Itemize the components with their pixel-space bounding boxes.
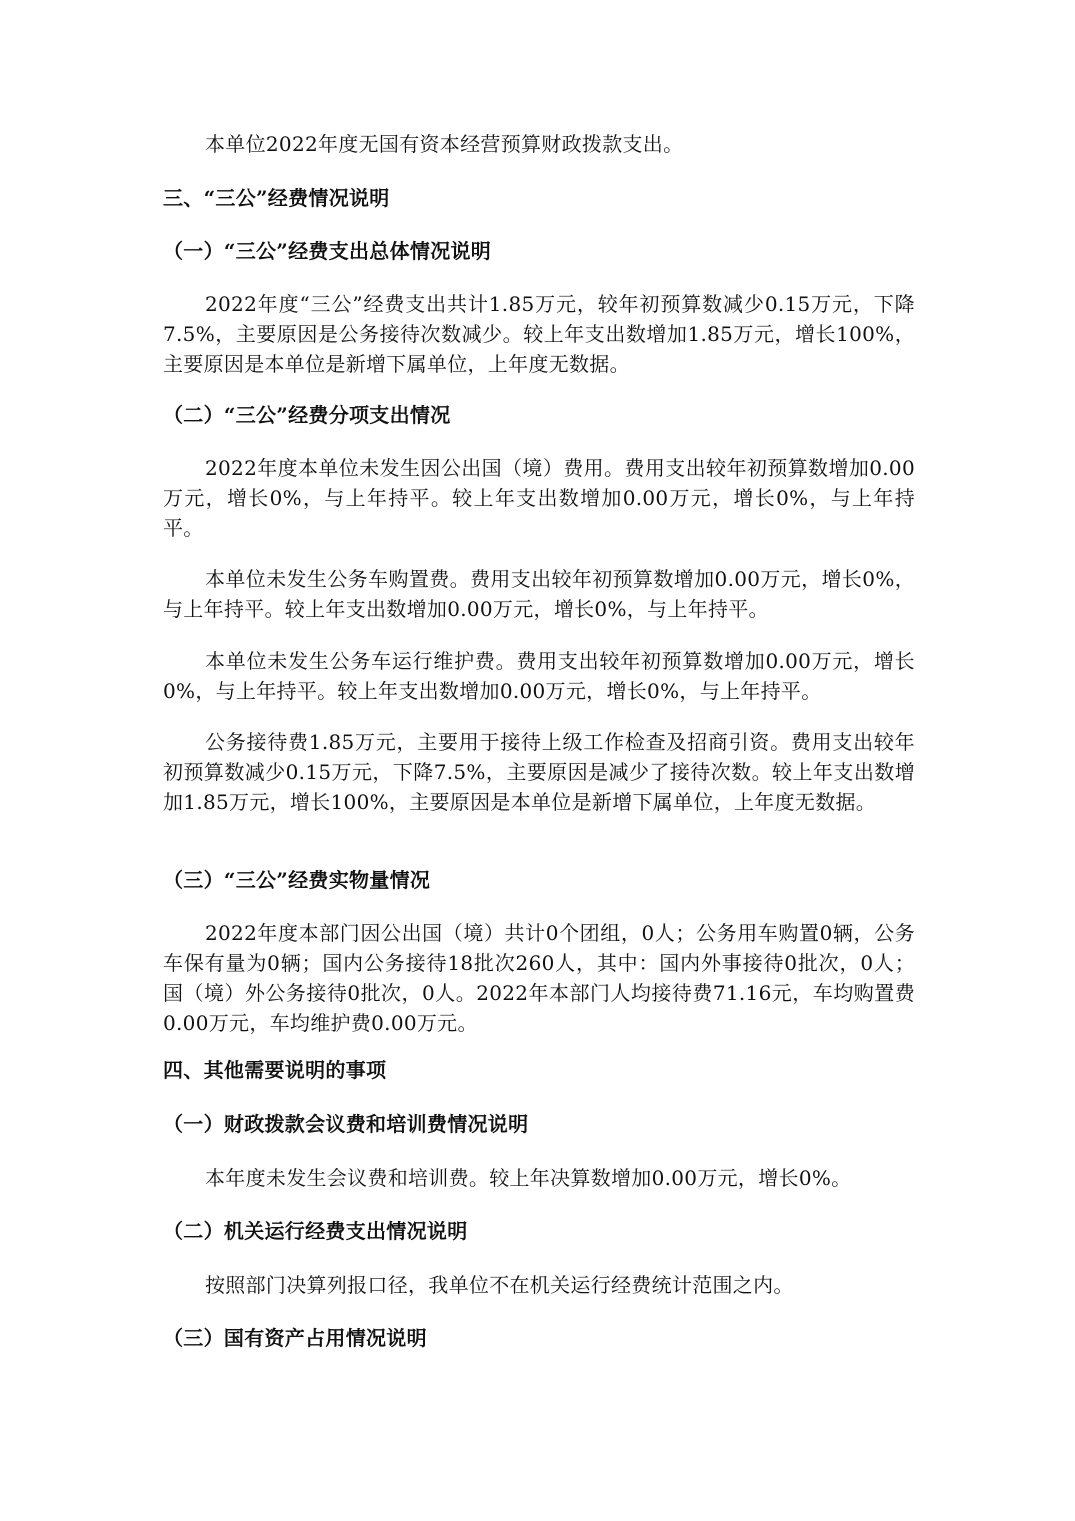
subheading-4-2: （二）机关运行经费支出情况说明 (163, 1219, 468, 1243)
paragraph-3-3: 2022年度本部门因公出国（境）共计0个团组，0人；公务用车购置0辆，公务车保有量为0辆；国内公务接待18批次260人，其中：国内外事接待0批次，0人；国（境）外公务接待0批次，0人。2022年本部门人均接待费71.16元，车均购置费0.00万元，车均维护费0.00万元。 (163, 921, 915, 1035)
paragraph-3-2-b: 本单位未发生公务车购置费。费用支出较年初预算数增加0.00万元，增长0%，与上年持平。较上年支出数增加0.00万元，增长0%，与上年持平。 (163, 567, 915, 621)
subheading-3-3: （三）“三公”经费实物量情况 (163, 868, 431, 892)
paragraph-3-2-c: 本单位未发生公务车运行维护费。费用支出较年初预算数增加0.00万元，增长0%，与上年持平。较上年支出数增加0.00万元，增长0%，与上年持平。 (163, 649, 915, 703)
subheading-3-2: （二）“三公”经费分项支出情况 (163, 403, 451, 427)
paragraph-4-1: 本年度未发生会议费和培训费。较上年决算数增加0.00万元，增长0%。 (205, 1166, 852, 1190)
paragraph-3-2-a: 2022年度本单位未发生因公出国（境）费用。费用支出较年初预算数增加0.00万元，增长0%，与上年持平。较上年支出数增加0.00万元，增长0%，与上年持平。 (163, 456, 915, 540)
section-heading-3: 三、“三公”经费情况说明 (163, 186, 390, 210)
subheading-4-3: （三）国有资产占用情况说明 (163, 1326, 427, 1350)
paragraph-intro: 本单位2022年度无国有资本经营预算财政拨款支出。 (205, 132, 684, 156)
subheading-3-1: （一）“三公”经费支出总体情况说明 (163, 239, 492, 263)
subheading-4-1: （一）财政拨款会议费和培训费情况说明 (163, 1112, 529, 1136)
paragraph-3-1: 2022年度“三公”经费支出共计1.85万元，较年初预算数减少0.15万元，下降7.5%，主要原因是公务接待次数减少。较上年支出数增加1.85万元，增长100%，主要原因是本单位是新增下属单位，上年度无数据。 (163, 292, 915, 376)
section-heading-4: 四、其他需要说明的事项 (163, 1058, 387, 1082)
paragraph-4-2: 按照部门决算列报口径，我单位不在机关运行经费统计范围之内。 (205, 1273, 794, 1297)
paragraph-3-2-d: 公务接待费1.85万元，主要用于接待上级工作检查及招商引资。费用支出较年初预算数减少0.15万元，下降7.5%，主要原因是减少了接待次数。较上年支出数增加1.85万元，增长100%，主要原因是本单位是新增下属单位，上年度无数据。 (163, 730, 915, 814)
